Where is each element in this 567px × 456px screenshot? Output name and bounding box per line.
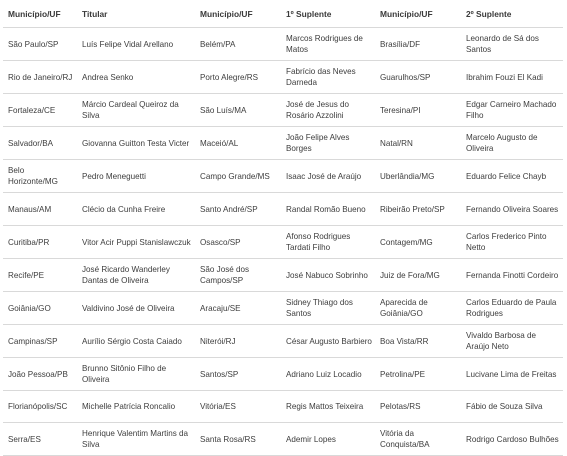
cell-suplente-1: Marcos Rodrigues de Matos bbox=[281, 28, 375, 61]
cell-municipio: Brasília/DF bbox=[375, 28, 461, 61]
cell-municipio: Belo Horizonte/MG bbox=[3, 160, 77, 193]
cell-suplente-1: Regis Mattos Teixeira bbox=[281, 391, 375, 423]
cell-municipio: Natal/RN bbox=[375, 127, 461, 160]
cell-municipio: Campinas/SP bbox=[3, 325, 77, 358]
cell-suplente-2: Rodrigo Cardoso Bulhões bbox=[461, 423, 563, 456]
cell-suplente-1: Randal Romão Bueno bbox=[281, 193, 375, 226]
header-suplente-1: 1º Suplente bbox=[281, 0, 375, 28]
cell-municipio: Santos/SP bbox=[195, 358, 281, 391]
cell-municipio: Recife/PE bbox=[3, 259, 77, 292]
cell-titular: Vitor Acir Puppi Stanislawczuk bbox=[77, 226, 195, 259]
cell-municipio: João Pessoa/PB bbox=[3, 358, 77, 391]
cell-suplente-1: César Augusto Barbiero bbox=[281, 325, 375, 358]
cell-municipio: Rio de Janeiro/RJ bbox=[3, 61, 77, 94]
members-table bbox=[3, 0, 563, 456]
cell-titular: Giovanna Guitton Testa Victer bbox=[77, 127, 195, 160]
cell-titular: Henrique Valentim Martins da Silva bbox=[77, 423, 195, 456]
cell-suplente-1: José Nabuco Sobrinho bbox=[281, 259, 375, 292]
cell-municipio: Porto Alegre/RS bbox=[195, 61, 281, 94]
cell-titular: Luís Felipe Vidal Arellano bbox=[77, 28, 195, 61]
cell-titular: Valdivino José de Oliveira bbox=[77, 292, 195, 325]
cell-municipio: São José dos Campos/SP bbox=[195, 259, 281, 292]
cell-titular: Aurílio Sérgio Costa Caiado bbox=[77, 325, 195, 358]
cell-municipio: Ribeirão Preto/SP bbox=[375, 193, 461, 226]
cell-municipio: Manaus/AM bbox=[3, 193, 77, 226]
cell-suplente-1: Fabrício das Neves Darneda bbox=[281, 61, 375, 94]
cell-municipio: Santo André/SP bbox=[195, 193, 281, 226]
cell-suplente-2: Ibrahim Fouzi El Kadi bbox=[461, 61, 563, 94]
cell-municipio: Curitiba/PR bbox=[3, 226, 77, 259]
cell-suplente-2: Eduardo Felice Chayb bbox=[461, 160, 563, 193]
cell-municipio: Serra/ES bbox=[3, 423, 77, 456]
table-row bbox=[3, 292, 563, 325]
header-municipio-suplente-1: Município/UF bbox=[195, 0, 281, 28]
cell-municipio: Juiz de Fora/MG bbox=[375, 259, 461, 292]
cell-titular: Michelle Patrícia Roncalio bbox=[77, 391, 195, 423]
table-row bbox=[3, 193, 563, 226]
cell-municipio: Petrolina/PE bbox=[375, 358, 461, 391]
cell-titular: Márcio Cardeal Queiroz da Silva bbox=[77, 94, 195, 127]
cell-suplente-2: Edgar Carneiro Machado Filho bbox=[461, 94, 563, 127]
cell-municipio: Pelotas/RS bbox=[375, 391, 461, 423]
cell-municipio: Santa Rosa/RS bbox=[195, 423, 281, 456]
cell-suplente-1: José de Jesus do Rosário Azzolini bbox=[281, 94, 375, 127]
table-row bbox=[3, 61, 563, 94]
cell-municipio: São Luís/MA bbox=[195, 94, 281, 127]
cell-municipio: Contagem/MG bbox=[375, 226, 461, 259]
cell-suplente-1: Afonso Rodrigues Tardati Filho bbox=[281, 226, 375, 259]
cell-municipio: Guarulhos/SP bbox=[375, 61, 461, 94]
cell-municipio: Vitória/ES bbox=[195, 391, 281, 423]
cell-suplente-2: Fábio de Souza Silva bbox=[461, 391, 563, 423]
cell-municipio: São Paulo/SP bbox=[3, 28, 77, 61]
cell-titular: Pedro Meneguetti bbox=[77, 160, 195, 193]
cell-titular: Brunno Sitônio Filho de Oliveira bbox=[77, 358, 195, 391]
cell-municipio: Goiânia/GO bbox=[3, 292, 77, 325]
cell-suplente-1: Ademir Lopes bbox=[281, 423, 375, 456]
table-row bbox=[3, 325, 563, 358]
cell-suplente-2: Fernando Oliveira Soares bbox=[461, 193, 563, 226]
cell-municipio: Vitória da Conquista/BA bbox=[375, 423, 461, 456]
cell-titular: Andrea Senko bbox=[77, 61, 195, 94]
cell-suplente-2: Carlos Eduardo de Paula Rodrigues bbox=[461, 292, 563, 325]
cell-titular: José Ricardo Wanderley Dantas de Oliveira bbox=[77, 259, 195, 292]
cell-suplente-2: Vivaldo Barbosa de Araújo Neto bbox=[461, 325, 563, 358]
table-row bbox=[3, 160, 563, 193]
header-row bbox=[3, 0, 563, 28]
table-row bbox=[3, 259, 563, 292]
cell-municipio: Teresina/PI bbox=[375, 94, 461, 127]
cell-suplente-2: Leonardo de Sá dos Santos bbox=[461, 28, 563, 61]
cell-municipio: Osasco/SP bbox=[195, 226, 281, 259]
cell-suplente-1: Sidney Thiago dos Santos bbox=[281, 292, 375, 325]
cell-municipio: Aracaju/SE bbox=[195, 292, 281, 325]
header-municipio-suplente-2: Município/UF bbox=[375, 0, 461, 28]
cell-municipio: Salvador/BA bbox=[3, 127, 77, 160]
cell-municipio: Uberlândia/MG bbox=[375, 160, 461, 193]
table-header bbox=[3, 0, 563, 28]
table-row bbox=[3, 226, 563, 259]
cell-municipio: Aparecida de Goiânia/GO bbox=[375, 292, 461, 325]
header-suplente-2: 2º Suplente bbox=[461, 0, 563, 28]
cell-suplente-2: Fernanda Finotti Cordeiro bbox=[461, 259, 563, 292]
cell-suplente-2: Carlos Frederico Pinto Netto bbox=[461, 226, 563, 259]
table-row bbox=[3, 423, 563, 456]
cell-titular: Clécio da Cunha Freire bbox=[77, 193, 195, 226]
table-row bbox=[3, 28, 563, 61]
cell-suplente-2: Lucivane Lima de Freitas bbox=[461, 358, 563, 391]
table-row bbox=[3, 391, 563, 423]
cell-municipio: Niterói/RJ bbox=[195, 325, 281, 358]
cell-municipio: Fortaleza/CE bbox=[3, 94, 77, 127]
table-body bbox=[3, 28, 563, 456]
table-row bbox=[3, 127, 563, 160]
cell-suplente-1: Isaac José de Araújo bbox=[281, 160, 375, 193]
cell-suplente-2: Marcelo Augusto de Oliveira bbox=[461, 127, 563, 160]
table-row bbox=[3, 358, 563, 391]
header-municipio-titular: Município/UF bbox=[3, 0, 77, 28]
cell-municipio: Boa Vista/RR bbox=[375, 325, 461, 358]
cell-municipio: Campo Grande/MS bbox=[195, 160, 281, 193]
cell-municipio: Florianópolis/SC bbox=[3, 391, 77, 423]
cell-suplente-1: Adriano Luiz Locadio bbox=[281, 358, 375, 391]
cell-suplente-1: João Felipe Alves Borges bbox=[281, 127, 375, 160]
cell-municipio: Maceió/AL bbox=[195, 127, 281, 160]
cell-municipio: Belém/PA bbox=[195, 28, 281, 61]
table-row bbox=[3, 94, 563, 127]
header-titular: Titular bbox=[77, 0, 195, 28]
